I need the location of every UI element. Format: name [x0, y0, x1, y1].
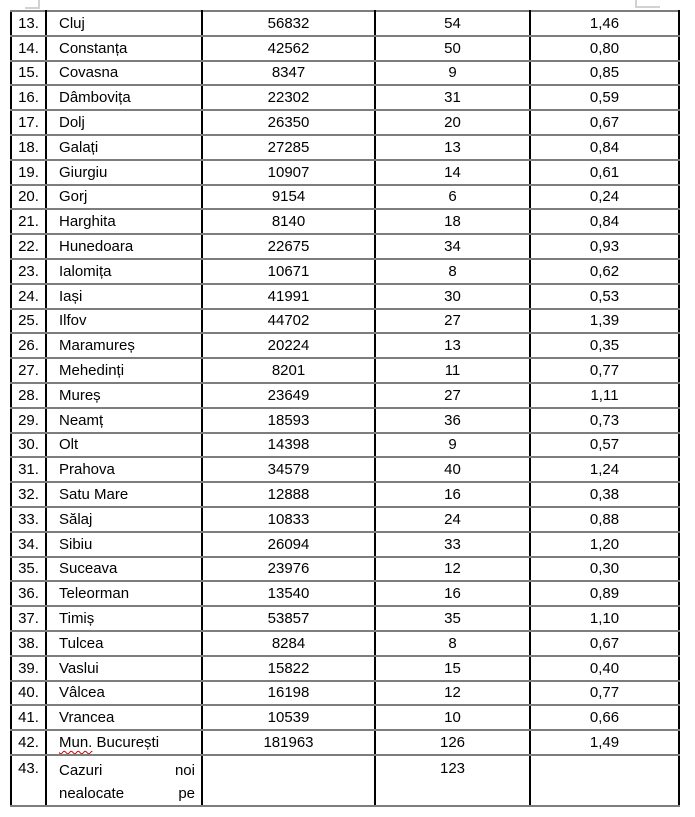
rate-cell: 1,11	[530, 383, 679, 408]
text-word: Cazuri	[59, 761, 103, 779]
cases-cell: 56832	[202, 11, 375, 36]
table-row	[11, 606, 679, 631]
row-number-cell: 28.	[11, 383, 46, 408]
county-name-cell: Dolj	[46, 110, 202, 135]
rate-cell: 0,88	[530, 507, 679, 532]
rate-cell	[530, 755, 679, 806]
county-name-cell: Mureș	[46, 383, 202, 408]
cases-cell: 23976	[202, 557, 375, 582]
rate-cell: 0,30	[530, 557, 679, 582]
row-number-cell: 13.	[11, 11, 46, 36]
rate-cell: 0,66	[530, 705, 679, 730]
county-name-cell: Satu Mare	[46, 482, 202, 507]
row-number-cell: 34.	[11, 532, 46, 557]
rate-cell: 0,93	[530, 234, 679, 259]
row-number-cell: 29.	[11, 408, 46, 433]
cases-cell: 26350	[202, 110, 375, 135]
row-number-cell: 37.	[11, 606, 46, 631]
row-number-cell: 17.	[11, 110, 46, 135]
count-cell: 27	[375, 383, 530, 408]
county-name-cell: Vaslui	[46, 656, 202, 681]
county-name-cell: Giurgiu	[46, 160, 202, 185]
rate-cell: 0,80	[530, 36, 679, 61]
row-number-cell: 24.	[11, 284, 46, 309]
rate-cell: 0,73	[530, 408, 679, 433]
count-cell: 18	[375, 209, 530, 234]
cases-cell: 34579	[202, 457, 375, 482]
county-name-cell: Cluj	[46, 11, 202, 36]
county-name-cell: Mun. București	[46, 730, 202, 755]
row-number-cell: 14.	[11, 36, 46, 61]
cases-cell: 18593	[202, 408, 375, 433]
table-row	[11, 333, 679, 358]
cases-cell: 41991	[202, 284, 375, 309]
rate-cell: 0,67	[530, 110, 679, 135]
table-row	[11, 309, 679, 334]
count-cell: 10	[375, 705, 530, 730]
county-name-cell: Teleorman	[46, 581, 202, 606]
rate-cell: 1,39	[530, 309, 679, 334]
text-boundary-mark-right	[635, 0, 660, 8]
rate-cell: 0,59	[530, 85, 679, 110]
row-number-cell: 22.	[11, 234, 46, 259]
rate-cell: 0,62	[530, 259, 679, 284]
table-row	[11, 755, 679, 806]
row-number-cell: 27.	[11, 358, 46, 383]
county-name-cell: Vâlcea	[46, 681, 202, 706]
rate-cell: 0,77	[530, 681, 679, 706]
count-cell: 13	[375, 333, 530, 358]
row-number-cell: 33.	[11, 507, 46, 532]
rate-cell: 1,49	[530, 730, 679, 755]
text-word: pe	[178, 784, 195, 802]
row-number-cell: 23.	[11, 259, 46, 284]
county-name-cell: Sălaj	[46, 507, 202, 532]
count-cell: 16	[375, 581, 530, 606]
county-statistics-table	[10, 10, 680, 807]
cases-cell: 10671	[202, 259, 375, 284]
cases-cell: 27285	[202, 135, 375, 160]
cases-cell: 44702	[202, 309, 375, 334]
cases-cell: 9154	[202, 185, 375, 210]
row-number-cell: 18.	[11, 135, 46, 160]
count-cell: 54	[375, 11, 530, 36]
count-cell: 34	[375, 234, 530, 259]
county-name-cell: Tulcea	[46, 631, 202, 656]
county-name-cell: Iași	[46, 284, 202, 309]
count-cell: 24	[375, 507, 530, 532]
rate-cell: 0,24	[530, 185, 679, 210]
rate-cell: 0,53	[530, 284, 679, 309]
county-name-cell: Ilfov	[46, 309, 202, 334]
county-name-cell: Vrancea	[46, 705, 202, 730]
cases-cell: 23649	[202, 383, 375, 408]
cases-cell: 16198	[202, 681, 375, 706]
table-row	[11, 581, 679, 606]
county-name-cell: Sibiu	[46, 532, 202, 557]
rate-cell: 1,20	[530, 532, 679, 557]
county-name-cell: Gorj	[46, 185, 202, 210]
rate-cell: 0,35	[530, 333, 679, 358]
count-cell: 27	[375, 309, 530, 334]
county-name-cell: Olt	[46, 433, 202, 458]
justified-text-line	[59, 759, 195, 782]
rate-cell: 0,84	[530, 135, 679, 160]
table-row	[11, 681, 679, 706]
cases-cell: 8284	[202, 631, 375, 656]
table-row	[11, 36, 679, 61]
table-row	[11, 507, 679, 532]
table-row	[11, 85, 679, 110]
county-name-cell	[46, 755, 202, 806]
count-cell: 20	[375, 110, 530, 135]
text-boundary-mark-left	[25, 0, 40, 9]
row-number-cell: 16.	[11, 85, 46, 110]
table-row	[11, 705, 679, 730]
cases-cell: 10833	[202, 507, 375, 532]
table-row	[11, 11, 679, 36]
county-name-cell: Constanța	[46, 36, 202, 61]
county-name-cell: Covasna	[46, 61, 202, 86]
count-cell: 6	[375, 185, 530, 210]
cases-cell: 181963	[202, 730, 375, 755]
rate-cell: 0,61	[530, 160, 679, 185]
cases-cell: 8140	[202, 209, 375, 234]
rate-cell: 0,77	[530, 358, 679, 383]
text-word: nealocate	[59, 784, 125, 802]
rate-cell: 0,84	[530, 209, 679, 234]
table-row	[11, 482, 679, 507]
row-number-cell: 36.	[11, 581, 46, 606]
county-name-cell: Mehedinți	[46, 358, 202, 383]
cases-cell: 26094	[202, 532, 375, 557]
count-cell: 33	[375, 532, 530, 557]
count-cell: 12	[375, 681, 530, 706]
table-row	[11, 209, 679, 234]
rate-cell: 1,24	[530, 457, 679, 482]
cases-cell: 8347	[202, 61, 375, 86]
county-name-cell: Neamț	[46, 408, 202, 433]
count-cell: 35	[375, 606, 530, 631]
table-row	[11, 631, 679, 656]
rate-cell: 0,57	[530, 433, 679, 458]
county-name-cell: Prahova	[46, 457, 202, 482]
cases-cell: 12888	[202, 482, 375, 507]
count-cell: 14	[375, 160, 530, 185]
cases-cell	[202, 755, 375, 806]
cases-cell: 14398	[202, 433, 375, 458]
county-name-cell: Ialomița	[46, 259, 202, 284]
table-row	[11, 259, 679, 284]
count-cell: 123	[375, 755, 530, 806]
count-cell: 50	[375, 36, 530, 61]
count-cell: 13	[375, 135, 530, 160]
table-row	[11, 110, 679, 135]
cases-cell: 20224	[202, 333, 375, 358]
cases-cell: 22675	[202, 234, 375, 259]
table-row	[11, 234, 679, 259]
row-number-cell: 35.	[11, 557, 46, 582]
table-row	[11, 557, 679, 582]
cases-cell: 10907	[202, 160, 375, 185]
count-cell: 126	[375, 730, 530, 755]
table-row	[11, 185, 679, 210]
row-number-cell: 25.	[11, 309, 46, 334]
row-number-cell: 41.	[11, 705, 46, 730]
row-number-cell: 43.	[11, 755, 46, 806]
table-row	[11, 160, 679, 185]
rate-cell: 1,46	[530, 11, 679, 36]
row-number-cell: 42.	[11, 730, 46, 755]
count-cell: 8	[375, 631, 530, 656]
cases-cell: 13540	[202, 581, 375, 606]
rate-cell: 0,40	[530, 656, 679, 681]
county-name-cell: Harghita	[46, 209, 202, 234]
text-word: noi	[174, 761, 195, 779]
count-cell: 40	[375, 457, 530, 482]
spellcheck-marked-word: Mun.	[59, 734, 93, 751]
table-row	[11, 457, 679, 482]
county-name-cell: Timiș	[46, 606, 202, 631]
cases-cell: 42562	[202, 36, 375, 61]
table-row	[11, 358, 679, 383]
count-cell: 36	[375, 408, 530, 433]
row-number-cell: 40.	[11, 681, 46, 706]
county-name-cell: Suceava	[46, 557, 202, 582]
cases-cell: 53857	[202, 606, 375, 631]
count-cell: 30	[375, 284, 530, 309]
row-number-cell: 32.	[11, 482, 46, 507]
count-cell: 11	[375, 358, 530, 383]
table-row	[11, 656, 679, 681]
cases-cell: 22302	[202, 85, 375, 110]
county-name-cell: Dâmbovița	[46, 85, 202, 110]
row-number-cell: 21.	[11, 209, 46, 234]
rate-cell: 1,10	[530, 606, 679, 631]
row-number-cell: 38.	[11, 631, 46, 656]
county-name-cell: Hunedoara	[46, 234, 202, 259]
county-name-cell: Galați	[46, 135, 202, 160]
rate-cell: 0,89	[530, 581, 679, 606]
table-row	[11, 383, 679, 408]
rate-cell: 0,67	[530, 631, 679, 656]
cases-cell: 10539	[202, 705, 375, 730]
table-row	[11, 284, 679, 309]
count-cell: 15	[375, 656, 530, 681]
row-number-cell: 15.	[11, 61, 46, 86]
table-row	[11, 433, 679, 458]
row-number-cell: 39.	[11, 656, 46, 681]
cases-cell: 8201	[202, 358, 375, 383]
row-number-cell: 31.	[11, 457, 46, 482]
count-cell: 8	[375, 259, 530, 284]
cases-cell: 15822	[202, 656, 375, 681]
rate-cell: 0,38	[530, 482, 679, 507]
table-row	[11, 532, 679, 557]
table-row	[11, 408, 679, 433]
county-name-cell: Maramureș	[46, 333, 202, 358]
table-row	[11, 730, 679, 755]
row-number-cell: 20.	[11, 185, 46, 210]
table-row	[11, 135, 679, 160]
row-number-cell: 30.	[11, 433, 46, 458]
count-cell: 9	[375, 61, 530, 86]
table-row	[11, 61, 679, 86]
count-cell: 16	[375, 482, 530, 507]
count-cell: 12	[375, 557, 530, 582]
table-body	[11, 11, 679, 806]
justified-text-line	[59, 782, 195, 805]
row-number-cell: 26.	[11, 333, 46, 358]
rate-cell: 0,85	[530, 61, 679, 86]
count-cell: 31	[375, 85, 530, 110]
row-number-cell: 19.	[11, 160, 46, 185]
count-cell: 9	[375, 433, 530, 458]
